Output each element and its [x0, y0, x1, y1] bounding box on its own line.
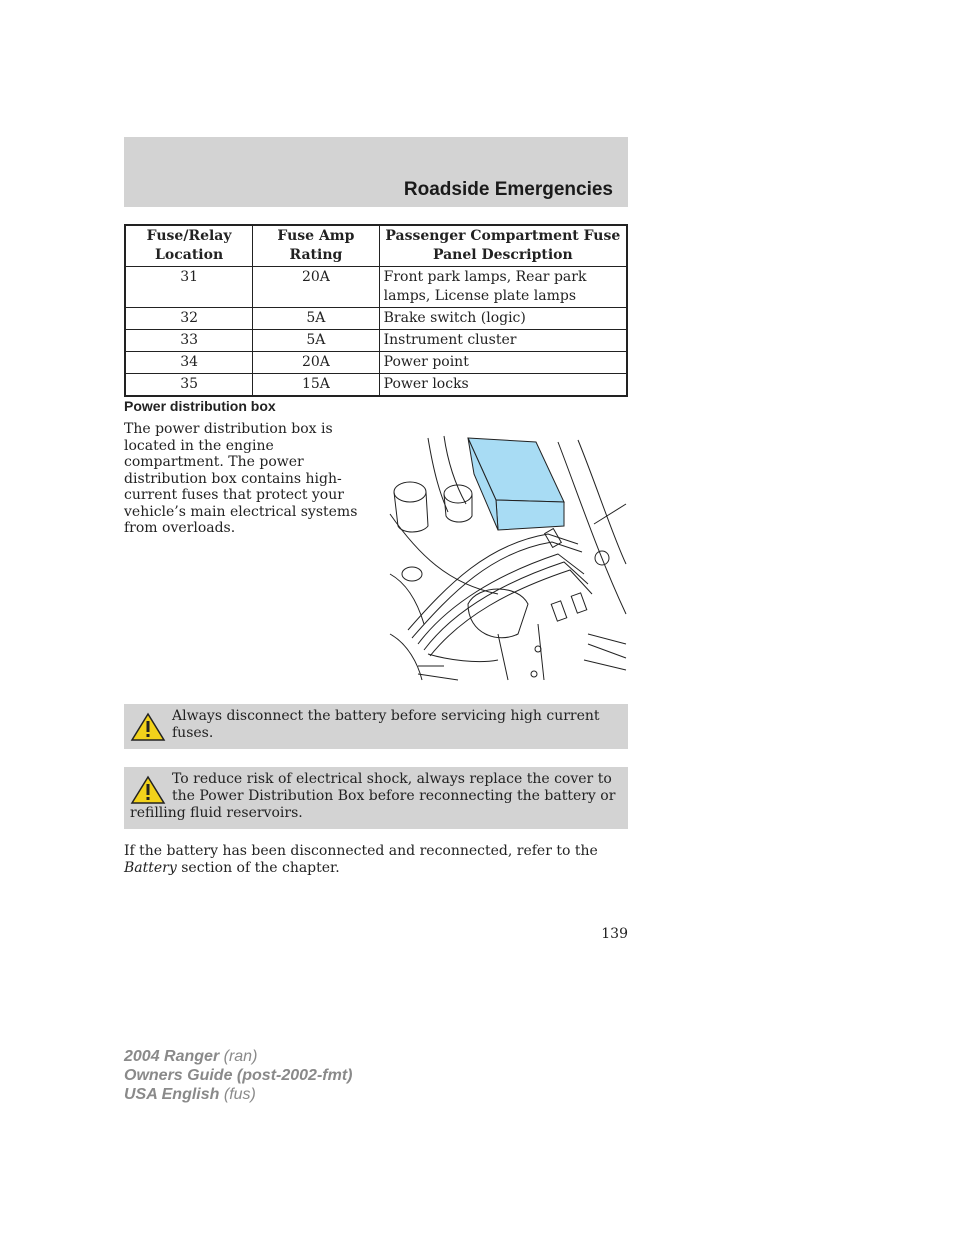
- fuse-description: Front park lamps, Rear park lamps, License plate lamps: [379, 267, 627, 308]
- fuse-table: [124, 224, 628, 397]
- fuse-location: 35: [125, 374, 253, 397]
- fuse-rating: 20A: [253, 352, 379, 374]
- fuse-description: Power locks: [379, 374, 627, 397]
- fuse-rating: 15A: [253, 374, 379, 397]
- page-number: 139: [601, 926, 628, 942]
- table-row: [125, 267, 627, 308]
- footer-line: [124, 1066, 352, 1085]
- table-row: [125, 374, 627, 397]
- page-title: Roadside Emergencies: [403, 179, 613, 200]
- fuse-location: 32: [125, 308, 253, 330]
- warning-triangle-icon: [130, 775, 166, 805]
- section-heading: Power distribution box: [124, 398, 276, 414]
- footer-line: [124, 1047, 352, 1066]
- fuse-description: Power point: [379, 352, 627, 374]
- footer-language: USA English: [124, 1086, 220, 1103]
- warning-box: [124, 704, 628, 749]
- footer-model-code: (ran): [219, 1048, 258, 1065]
- column-header: Fuse/Relay Location: [125, 225, 253, 267]
- closing-text: If the battery has been disconnected and reconnected, refer to the: [124, 843, 598, 859]
- fuse-rating: 5A: [253, 330, 379, 352]
- closing-paragraph: [124, 843, 624, 877]
- footer-guide: Owners Guide (post-2002-fmt): [124, 1067, 353, 1084]
- fuse-description: Instrument cluster: [379, 330, 627, 352]
- fuse-rating: 20A: [253, 267, 379, 308]
- fuse-rating: 5A: [253, 308, 379, 330]
- fuse-location: 33: [125, 330, 253, 352]
- fuse-location: 31: [125, 267, 253, 308]
- table-row: [125, 330, 627, 352]
- warning-text: Always disconnect the battery before servicing high current fuses.: [172, 708, 600, 741]
- fuse-description: Brake switch (logic): [379, 308, 627, 330]
- battery-reference: Battery: [124, 860, 177, 876]
- footer: [124, 1047, 352, 1104]
- fuse-box-front: [496, 500, 564, 530]
- power-distribution-box-illustration: [388, 434, 628, 682]
- table-header-row: [125, 225, 627, 267]
- footer-language-code: (fus): [219, 1086, 256, 1103]
- column-header: Fuse Amp Rating: [253, 225, 379, 267]
- footer-model: 2004 Ranger: [124, 1048, 220, 1065]
- fuse-location: 34: [125, 352, 253, 374]
- table-row: [125, 352, 627, 374]
- header-band: [124, 137, 628, 207]
- closing-text-end: section of the chapter.: [176, 860, 340, 876]
- warning-triangle-icon: [130, 712, 166, 742]
- warning-box: [124, 767, 628, 829]
- column-header: Passenger Compartment Fuse Panel Description: [379, 225, 627, 267]
- table-row: [125, 308, 627, 330]
- intro-paragraph: The power distribution box is located in the engine compartment. The power distribution box contains high-current fuses that protect your vehicle’s main electrical systems from overloads.: [124, 421, 358, 536]
- warning-text: To reduce risk of electrical shock, always replace the cover to the Power Distribution Box before reconnecting the battery or refilling fluid reservoirs.: [130, 771, 616, 821]
- footer-line: [124, 1085, 352, 1104]
